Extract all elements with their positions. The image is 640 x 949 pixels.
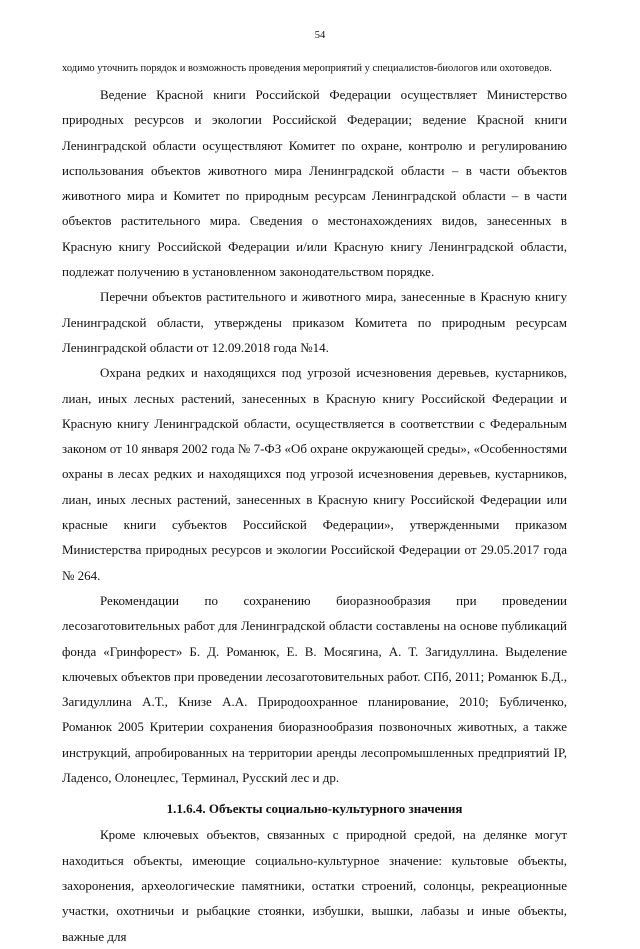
continued-text: ходимо уточнить порядок и возможность проведения мероприятий у специалистов-биологов или охотоведов. <box>62 63 552 74</box>
paragraph-species-lists: Перечни объектов растительного и животного мира, занесенные в Красную книгу Ленинградской области, утверждены приказом Комитета по природным ресурсам Ленинградской области от 12.09.2018 года №14. <box>62 289 567 355</box>
paragraph-socio-cultural-objects: Кроме ключевых объектов, связанных с природной средой, на делянке могут находиться объекты, имеющие социально-культурное значение: культовые объекты, захоронения, археологические памятники, остатки строений, солонцы, рекреационные участки, охотничьи и рыбацкие стоянки, избушки, вышки, лабазы и иные объекты, важные для <box>62 827 567 944</box>
paragraph-red-book-maintenance: Ведение Красной книги Российской Федерации осуществляет Министерство природных ресурсов и экологии Российской Федерации; ведение Красной книги Ленинградской области осуществляют Комитет по охране, контролю и регулированию использования объектов животного мира Ленинградской области – в части объектов животного мира и Комитет по природным ресурсам Ленинградской области – в части объектов растительного мира. Сведения о местонахождениях видов, занесенных в Красную книгу Российской Федерации и/или Красную книгу Ленинградской области, подлежат получению в установленном законодательством порядке. <box>62 87 567 280</box>
section-heading: 1.1.6.4. Объекты социально-культурного значения <box>166 801 463 817</box>
paragraph-protection-law: Охрана редких и находящихся под угрозой исчезновения деревьев, кустарников, лиан, иных лесных растений, занесенных в Красную книгу Российской Федерации и Красную книгу Ленинградской области, осуществляется в соответствии с Федеральным законом от 10 января 2002 года № 7-ФЗ «Об охране окружающей среды», «Особенностями охраны в лесах редких и находящихся под угрозой исчезновения деревьев, кустарников, лиан, иных лесных растений, занесенных в Красную книгу Российской Федерации или красные книги субъектов Российской Федерации», утвержденными приказом Министерства природных ресурсов и экологии Российской Федерации от 29.05.2017 года № 264. <box>62 365 567 583</box>
paragraph-biodiversity-recommendations: Рекомендации по сохранению биоразнообразия при проведении лесозаготовительных работ для Ленинградской области составлены на основе публикаций фонда «Гринфорест» Б. Д. Романюк, Е. В. Мосягина, А. Т. Загидуллина. Выделение ключевых объектов при проведении лесозаготовительных работ. СПб, 2011; Романюк Б.Д., Загидуллина А.Т., Книзе А.А. Природоохранное планирование, 2010; Бубличенко, Романюк 2005 Критерии сохранения биоразнообразия позвоночных животных, а также инструкций, апробированных на территории аренды лесопромышленных предприятий IP, Ладенсо, Олонецлес, Терминал, Русский лес и др. <box>62 592 567 786</box>
page-number: 54 <box>314 30 326 41</box>
page-body <box>62 62 567 949</box>
